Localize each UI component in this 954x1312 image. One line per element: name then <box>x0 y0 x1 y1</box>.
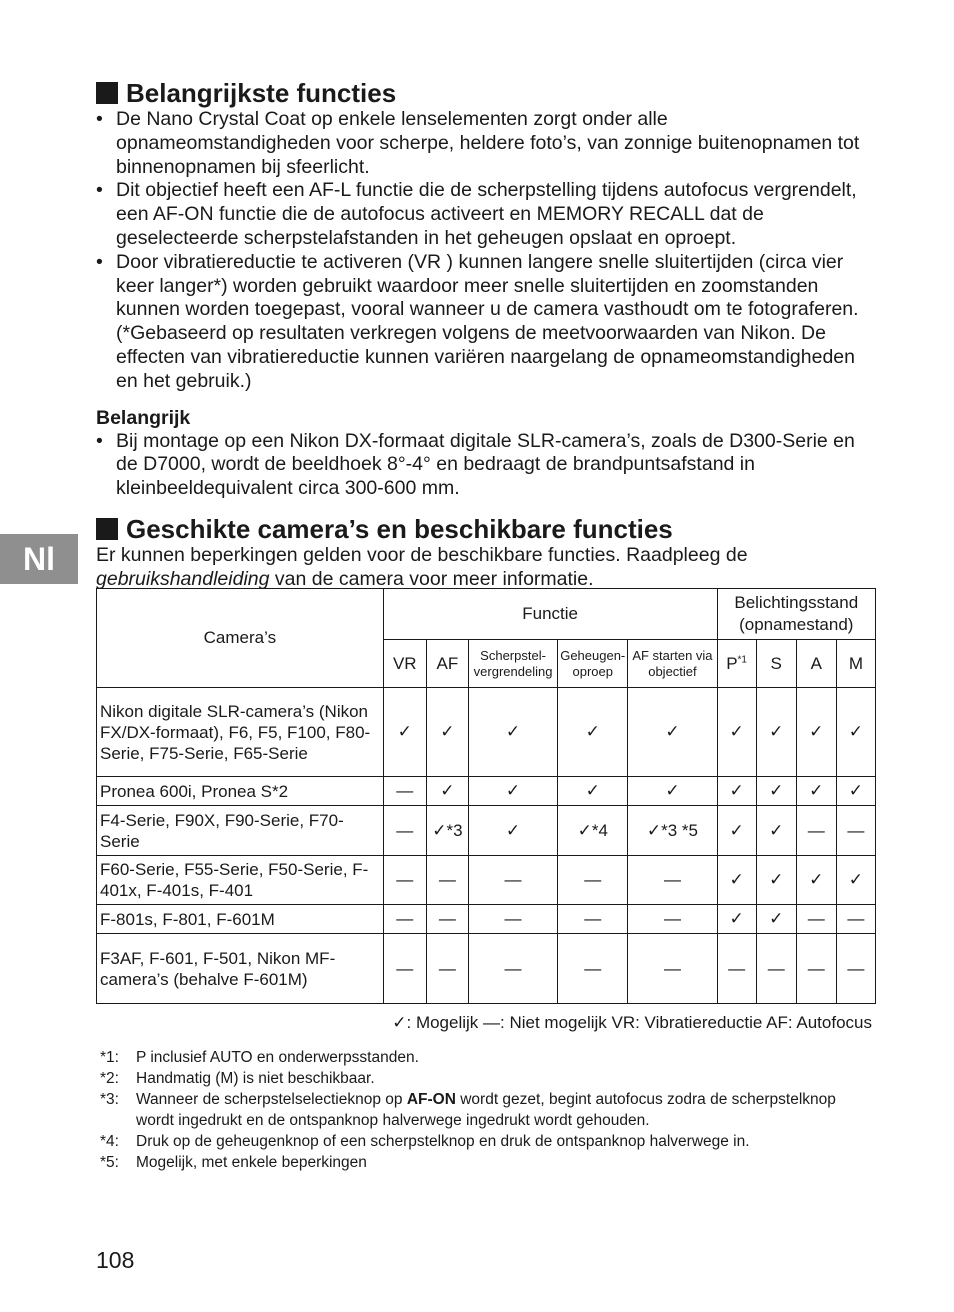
table-cell: — <box>836 905 875 934</box>
language-tab: Nl <box>0 534 78 584</box>
table-cell: — <box>426 856 468 905</box>
table-cell: — <box>426 905 468 934</box>
table-cell: — <box>558 934 628 1004</box>
footnote-text: Handmatig (M) is niet beschikbaar. <box>136 1070 375 1087</box>
camera-cell: F3AF, F-601, F-501, Nikon MF-camera’s (behalve F-601M) <box>97 934 384 1004</box>
table-cell: ✓*3 *5 <box>628 806 717 856</box>
footnote-key: *4: <box>100 1133 119 1150</box>
section-heading-cameras <box>96 514 876 544</box>
footnote-bold: AF-ON <box>406 1091 456 1108</box>
table-cell: ✓ <box>426 777 468 806</box>
footnote <box>100 1089 876 1131</box>
table-cell: ✓ <box>717 777 756 806</box>
table-cell: — <box>468 905 557 934</box>
table-cell: ✓ <box>756 905 796 934</box>
section-intro <box>96 544 876 592</box>
footnotes <box>100 1047 876 1173</box>
table-row <box>97 688 876 777</box>
footnote <box>100 1131 876 1152</box>
table-cell: — <box>836 806 875 856</box>
functie-header: Functie <box>383 589 717 640</box>
belichting-header: Belichtingsstand (opnamestand) <box>717 589 875 640</box>
table-cell: ✓ <box>717 905 756 934</box>
table-cell: ✓ <box>756 806 796 856</box>
table-cell: ✓ <box>796 777 836 806</box>
table-cell: ✓ <box>558 688 628 777</box>
table-row <box>97 856 876 905</box>
table-cell: ✓ <box>628 688 717 777</box>
table-cell: — <box>628 934 717 1004</box>
table-cell: ✓ <box>836 856 875 905</box>
footnote-part: wordt gezet, begint autofocus zodra de scherpstelknop wordt ingedrukt en de ontspanknop halverwege ingedrukt wordt gehouden. <box>136 1091 836 1129</box>
table-cell: ✓ <box>796 856 836 905</box>
intro-text: Er kunnen beperkingen gelden voor de beschikbare functies. Raadpleeg de <box>96 543 748 566</box>
section-heading-features <box>96 78 876 108</box>
table-row <box>97 777 876 806</box>
footnote <box>100 1152 876 1173</box>
table-cell: ✓ <box>468 688 557 777</box>
table-cell: ✓*4 <box>558 806 628 856</box>
table-cell: ✓ <box>836 777 875 806</box>
table-row <box>97 806 876 856</box>
table-cell: — <box>628 905 717 934</box>
table-cell: ✓ <box>756 856 796 905</box>
table-cell: ✓ <box>628 777 717 806</box>
col-a: A <box>796 640 836 688</box>
table-cell: — <box>426 934 468 1004</box>
camera-cell: F-801s, F-801, F-601M <box>97 905 384 934</box>
table-cell: ✓ <box>717 806 756 856</box>
col-af-starten: AF starten via objectief <box>628 640 717 688</box>
feature-bullet: • De Nano Crystal Coat op enkele lenselementen zorgt onder alle opnameomstandigheden voor scherpe, heldere foto’s, van zonnige buitenopnamen tot binnenopnamen bij sfeerlicht. <box>96 108 876 179</box>
col-af: AF <box>426 640 468 688</box>
table-cell: — <box>796 934 836 1004</box>
col-s: S <box>756 640 796 688</box>
table-cell: — <box>628 856 717 905</box>
footnote-text: Mogelijk, met enkele beperkingen <box>136 1154 367 1171</box>
page-number: 108 <box>96 1247 135 1273</box>
legend: ✓: Mogelijk —: Niet mogelijk VR: Vibratiereductie AF: Autofocus <box>392 1013 872 1032</box>
table-cell: ✓ <box>756 688 796 777</box>
table-row <box>97 905 876 934</box>
table-cell: — <box>796 905 836 934</box>
col-p-label: P <box>726 653 738 673</box>
table-cell: — <box>383 777 426 806</box>
col-m: M <box>836 640 875 688</box>
table-cell: — <box>468 856 557 905</box>
camera-cell: F60-Serie, F55-Serie, F50-Serie, F-401x, F-401s, F-401 <box>97 856 384 905</box>
footnote-part: Wanneer de scherpstelselectieknop op <box>136 1091 407 1108</box>
camera-cell: F4-Serie, F90X, F90-Serie, F70-Serie <box>97 806 384 856</box>
col-geheugen: Geheugen-oproep <box>558 640 628 688</box>
feature-bullet: • Door vibratiereductie te activeren (VR ) kunnen langere snelle sluitertijden (circa vier keer langer*) worden gebruikt waardoor meer snelle sluitertijden en zoomstanden kunnen worden toegepast, vooral wanneer u de camera vasthoudt om te fotograferen. (*Gebaseerd op resultaten verkregen volgens de meetvoorwaarden van Nikon. De effecten van vibratiereductie kunnen variëren naargelang de opnameomstandigheden en het gebruik.) <box>96 251 876 394</box>
camera-cell: Nikon digitale SLR-camera’s (Nikon FX/DX-formaat), F6, F5, F100, F80-Serie, F75-Serie, F65-Serie <box>97 688 384 777</box>
important-bullet: • Bij montage op een Nikon DX-formaat digitale SLR-camera’s, zoals de D300-Serie en de D7000, wordt de beeldhoek 8°-4° en bedraagt de brandpuntsafstand in kleinbeeldequivalent circa 300-600 mm. <box>96 430 876 501</box>
table-cell: ✓ <box>717 856 756 905</box>
table-cell: — <box>558 856 628 905</box>
feature-bullet: • Dit objectief heeft een AF-L functie die de scherpstelling tijdens autofocus vergrendelt, een AF-ON functie die de autofocus activeert en MEMORY RECALL dat de geselecteerde scherpstelafstanden in het geheugen opslaat en oproept. <box>96 179 876 250</box>
table-cell: — <box>558 905 628 934</box>
table-cell: ✓ <box>426 688 468 777</box>
footnote <box>100 1047 876 1068</box>
intro-emphasis: gebruikshandleiding <box>96 567 270 590</box>
table-cell: ✓ <box>468 777 557 806</box>
table-cell: ✓ <box>717 688 756 777</box>
table-cell: ✓*3 <box>426 806 468 856</box>
footnote-text <box>136 1089 876 1131</box>
footnote-text: Druk op de geheugenknop of een scherpstelknop en druk de ontspanknop halverwege in. <box>136 1133 750 1150</box>
camera-header: Camera’s <box>97 589 384 688</box>
table-cell: — <box>836 934 875 1004</box>
footnote-key: *3: <box>100 1091 119 1108</box>
page-content <box>96 78 876 592</box>
footnote-key: *5: <box>100 1154 119 1171</box>
table-cell: ✓ <box>796 688 836 777</box>
table-cell: — <box>796 806 836 856</box>
footnote-key: *1: <box>100 1049 119 1066</box>
table-cell: — <box>717 934 756 1004</box>
table-cell: ✓ <box>836 688 875 777</box>
col-scherpstel: Scherpstel-vergrendeling <box>468 640 557 688</box>
table-cell: — <box>383 934 426 1004</box>
footnote-text: P inclusief AUTO en onderwerpsstanden. <box>136 1049 419 1066</box>
camera-cell: Pronea 600i, Pronea S*2 <box>97 777 384 806</box>
table-cell: — <box>383 806 426 856</box>
table-cell: ✓ <box>558 777 628 806</box>
section-title: Belangrijkste functies <box>126 78 397 108</box>
section-title: Geschikte camera’s en beschikbare functies <box>126 513 673 544</box>
table-cell: ✓ <box>756 777 796 806</box>
square-bullet-icon <box>96 518 118 540</box>
footnote-marker: *1 <box>737 653 747 665</box>
table-row <box>97 934 876 1004</box>
table-cell: — <box>756 934 796 1004</box>
compatibility-table <box>96 588 876 1004</box>
col-p <box>717 640 756 688</box>
square-bullet-icon <box>96 82 118 104</box>
table-cell: — <box>468 934 557 1004</box>
footnote <box>100 1068 876 1089</box>
table-cell: ✓ <box>468 806 557 856</box>
intro-text: van de camera voor meer informatie. <box>269 567 594 590</box>
table-cell: — <box>383 856 426 905</box>
table-cell: ✓ <box>383 688 426 777</box>
important-heading: Belangrijk <box>96 406 191 429</box>
footnote-key: *2: <box>100 1070 119 1087</box>
col-vr: VR <box>383 640 426 688</box>
table-cell: — <box>383 905 426 934</box>
